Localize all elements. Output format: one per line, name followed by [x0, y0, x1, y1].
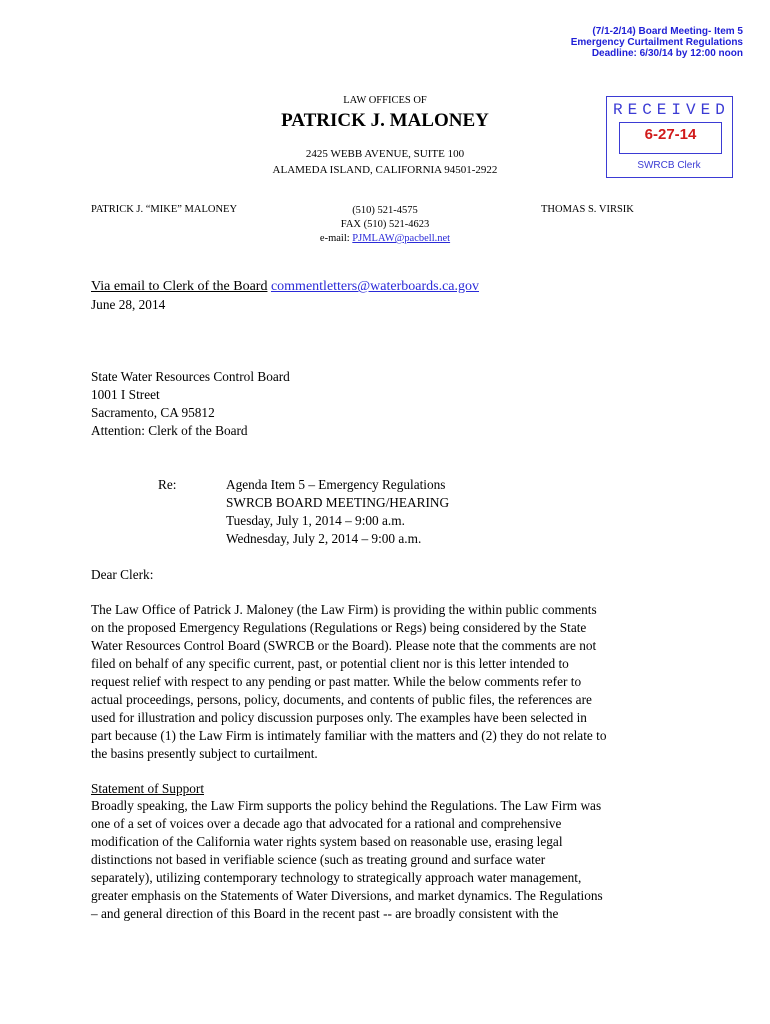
- clerk-email-link[interactable]: commentletters@waterboards.ca.gov: [270, 279, 479, 294]
- addressee-line: 1001 I Street: [91, 387, 160, 402]
- re-line: Agenda Item 5 – Emergency Regulations: [226, 477, 446, 492]
- paragraph-line: one of a set of voices over a decade ago that advocated for a rational and comprehensive: [91, 816, 562, 831]
- paragraph-line: used for illustration and policy discussion purposes only. The examples have been selected in: [91, 710, 587, 725]
- re-line: Tuesday, July 1, 2014 – 9:00 a.m.: [226, 513, 405, 528]
- email-prefix: e-mail:: [319, 233, 353, 244]
- paragraph-support: [91, 797, 691, 923]
- paragraph-line: greater emphasis on the Statements of Water Diversions, and market dynamics. The Regulations: [91, 888, 603, 903]
- paragraph-line: – and general direction of this Board in the recent past -- are broadly consistent with the: [91, 906, 559, 921]
- email-line: [0, 232, 770, 246]
- firm-name: PATRICK J. MALONEY: [281, 110, 489, 131]
- paragraph-line: distinctions not based in verifiable science (such as treating ground and surface water: [91, 852, 546, 867]
- received-stamp: [606, 96, 733, 178]
- firm-email-link[interactable]: PJMLAW@pacbell.net: [352, 233, 451, 244]
- addressee-line: Attention: Clerk of the Board: [91, 423, 248, 438]
- paragraph-line: separately), utilizing contemporary technology to strategically approach water management,: [91, 870, 582, 885]
- addressee-block: [91, 368, 290, 440]
- paragraph-line: part because (1) the Law Firm is intimately familiar with the matters and (2) they do not relate to: [91, 728, 607, 743]
- meeting-note-line: (7/1-2/14) Board Meeting- Item 5: [592, 26, 743, 37]
- paragraph-line: the basins presently subject to curtailment.: [91, 746, 318, 761]
- paragraph-line: modification of the California water rights system based on reasonable use, erasing legal: [91, 834, 563, 849]
- attorney-left: PATRICK J. “MIKE” MALONEY: [91, 204, 238, 215]
- address-line-1: 2425 WEBB AVENUE, SUITE 100: [305, 148, 465, 160]
- paragraph-line: request relief with respect to any pending or past matter. While the below comments refer to: [91, 674, 582, 689]
- addressee-line: Sacramento, CA 95812: [91, 405, 215, 420]
- meeting-note-line: Deadline: 6/30/14 by 12:00 noon: [591, 48, 743, 59]
- paragraph-intro: [91, 601, 691, 763]
- re-block: [226, 476, 449, 548]
- attorney-right: THOMAS S. VIRSIK: [541, 204, 634, 215]
- meeting-note-line: Emergency Curtailment Regulations: [570, 37, 743, 48]
- via-label: Via email to Clerk of the Board: [91, 279, 268, 294]
- re-line: Wednesday, July 2, 2014 – 9:00 a.m.: [226, 531, 422, 546]
- paragraph-line: on the proposed Emergency Regulations (Regulations or Regs) being considered by the State: [91, 620, 587, 635]
- paragraph-line: The Law Office of Patrick J. Maloney (the Law Firm) is providing the within public comments: [91, 602, 597, 617]
- paragraph-line: filed on behalf of any specific current, past, or potential client nor is this letter intended to: [91, 656, 569, 671]
- stamp-date: 6-27-14: [619, 122, 722, 154]
- stamp-received-text: RECEIVED: [613, 101, 730, 119]
- section-heading: Statement of Support: [91, 781, 205, 796]
- paragraph-line: Broadly speaking, the Law Firm supports the policy behind the Regulations. The Law Firm was: [91, 798, 602, 813]
- delivery-line: [91, 279, 479, 295]
- stamp-clerk: SWRCB Clerk: [637, 160, 701, 171]
- offices-label: LAW OFFICES OF: [343, 95, 427, 106]
- salutation: Dear Clerk:: [91, 567, 154, 582]
- address-line-2: ALAMEDA ISLAND, CALIFORNIA 94501-2922: [272, 164, 498, 176]
- paragraph-line: actual proceedings, persons, policy, documents, and contents of public files, the references are: [91, 692, 592, 707]
- paragraph-line: Water Resources Control Board (SWRCB or the Board). Please note that the comments are not: [91, 638, 597, 653]
- re-line: SWRCB BOARD MEETING/HEARING: [226, 495, 450, 510]
- phone: (510) 521-4575: [352, 205, 418, 216]
- re-label: Re:: [158, 477, 177, 492]
- letter-date: June 28, 2014: [91, 297, 166, 312]
- meeting-note: [443, 26, 743, 59]
- contact-block: [0, 204, 770, 246]
- addressee-line: State Water Resources Control Board: [91, 369, 290, 384]
- fax: FAX (510) 521-4623: [340, 219, 430, 230]
